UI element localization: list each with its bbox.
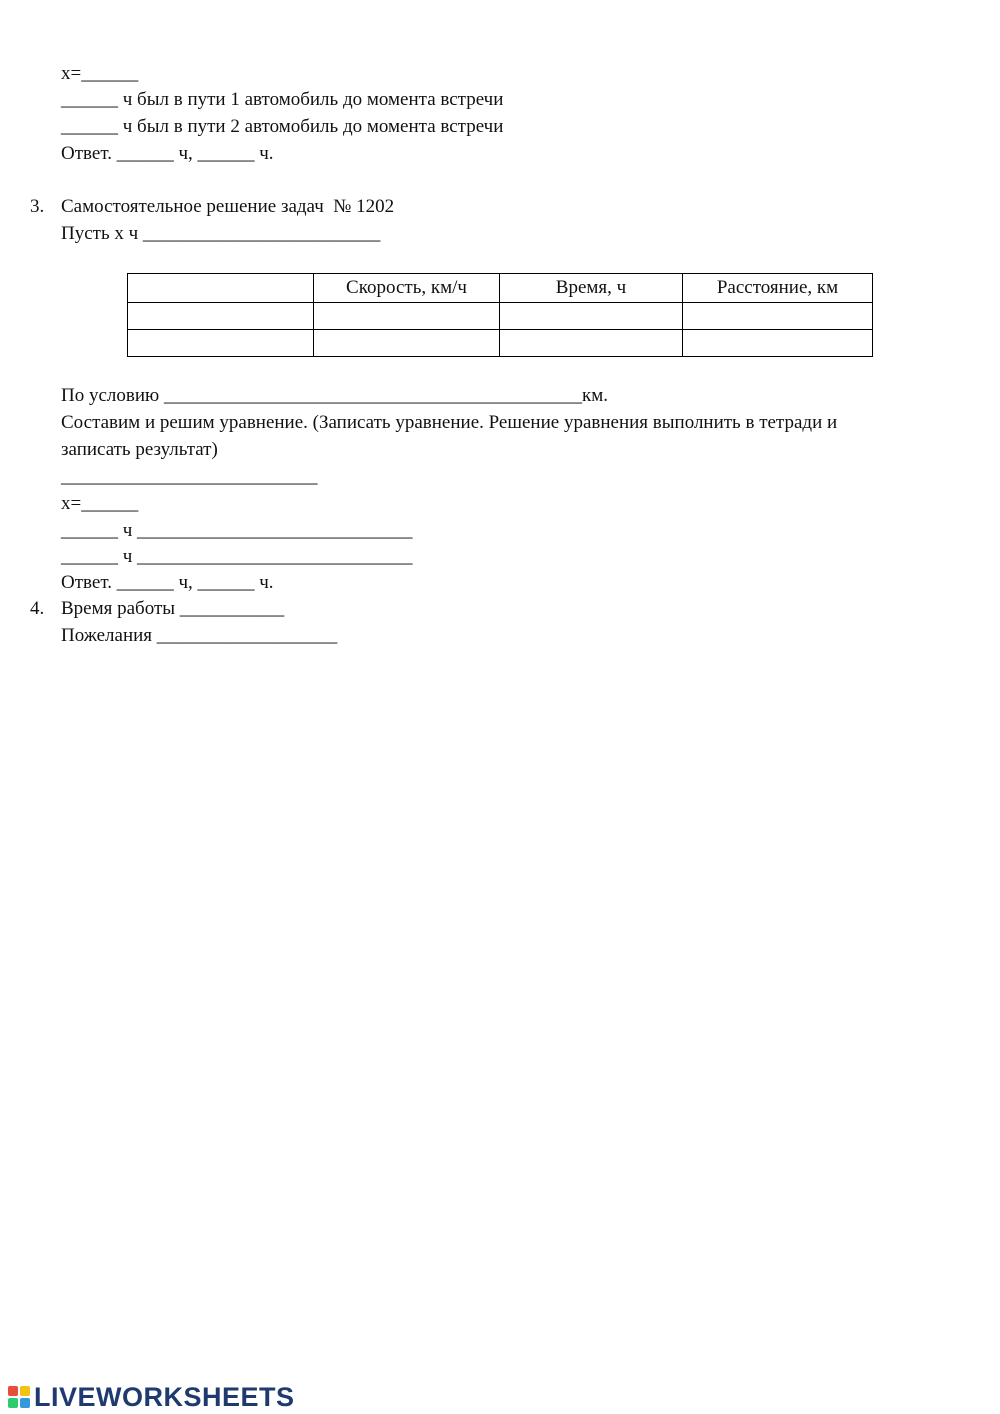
wishes-line[interactable]: Пожелания ___________________ <box>61 625 338 646</box>
result-line[interactable]: ______ ч _____________________________ <box>61 520 413 541</box>
equation-instruction: Составим и решим уравнение. (Записать уравнение. Решение уравнения выполнить в тетради и <box>61 412 838 433</box>
table-cell[interactable] <box>500 303 683 330</box>
logo-square <box>20 1398 30 1408</box>
table-header-cell: Время, ч <box>500 274 683 303</box>
table-row <box>128 330 873 357</box>
table-cell[interactable] <box>683 303 873 330</box>
answer-line[interactable]: Ответ. ______ ч, ______ ч. <box>61 143 274 164</box>
answer-line[interactable]: Ответ. ______ ч, ______ ч. <box>61 572 274 593</box>
motion-table <box>127 273 873 357</box>
logo-icon <box>8 1386 30 1408</box>
equation-instruction-cont: записать результат) <box>61 439 218 460</box>
car2-time-line[interactable]: ______ ч был в пути 2 автомобиль до момента встречи <box>61 116 504 137</box>
logo-square <box>20 1386 30 1396</box>
car1-time-line[interactable]: ______ ч был в пути 1 автомобиль до момента встречи <box>61 89 504 110</box>
x-equals-line[interactable]: x=______ <box>61 493 139 514</box>
table-cell[interactable] <box>128 303 314 330</box>
section-title: Самостоятельное решение задач № 1202 <box>61 196 395 217</box>
logo-square <box>8 1386 18 1396</box>
table-cell[interactable] <box>683 330 873 357</box>
logo-square <box>8 1398 18 1408</box>
result-line[interactable]: ______ ч _____________________________ <box>61 546 413 567</box>
x-equals-line[interactable]: x=______ <box>61 63 139 84</box>
let-x-line[interactable]: Пусть x ч _________________________ <box>61 223 381 244</box>
table-header-cell <box>128 274 314 303</box>
liveworksheets-logo <box>8 1380 295 1414</box>
table-cell[interactable] <box>314 330 500 357</box>
table-cell[interactable] <box>314 303 500 330</box>
section-number: 4. <box>30 598 45 619</box>
table-cell[interactable] <box>128 330 314 357</box>
table-header-row <box>128 274 873 303</box>
table-row <box>128 303 873 330</box>
table-cell[interactable] <box>500 330 683 357</box>
section-number: 3. <box>30 196 45 217</box>
logo-text: LIVEWORKSHEETS <box>34 1381 295 1412</box>
work-time-line[interactable]: Время работы ___________ <box>61 598 285 619</box>
table-header-cell: Скорость, км/ч <box>314 274 500 303</box>
table-header-cell: Расстояние, км <box>683 274 873 303</box>
equation-blank[interactable]: ___________________________ <box>61 466 318 487</box>
condition-line[interactable]: По условию ____________________________________________км. <box>61 385 608 406</box>
